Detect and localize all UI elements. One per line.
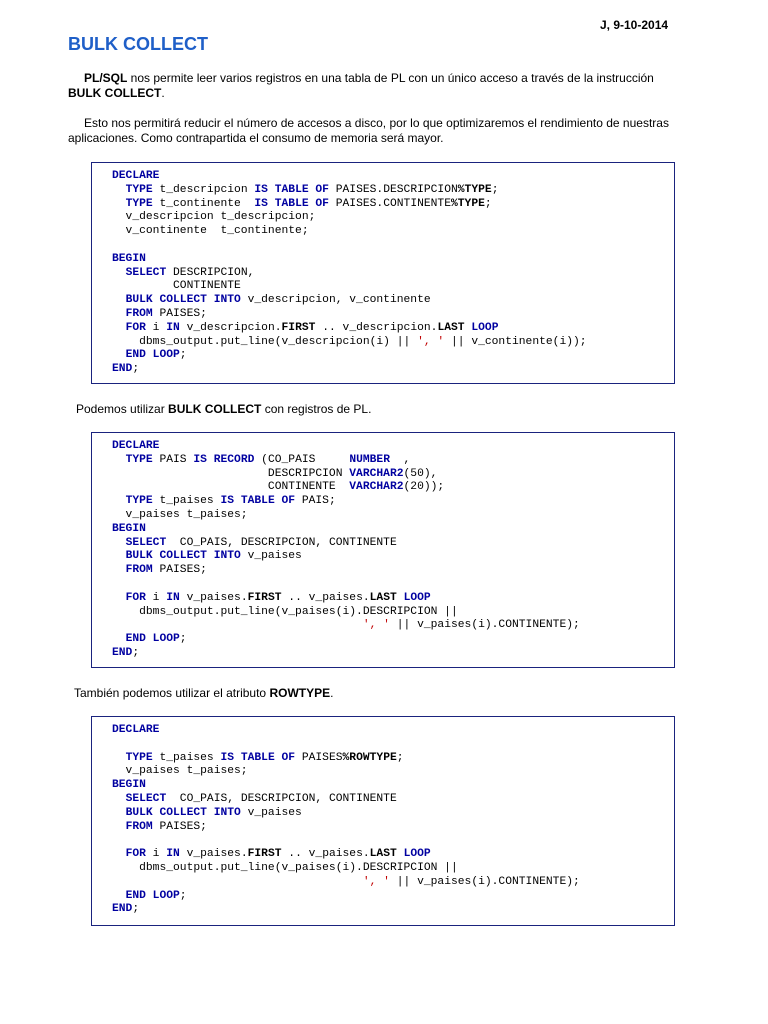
code-keyword: %TYPE — [457, 183, 492, 196]
code-keyword: DECLARE — [112, 440, 160, 452]
code-text: (20)); — [403, 481, 445, 494]
code-text — [112, 619, 363, 631]
code-text: ; — [132, 903, 140, 916]
code-keyword: TYPE — [125, 183, 153, 196]
code-keyword: FIRST — [281, 321, 316, 334]
code-text: dbms_output.put_line(v_paises(i).DESCRIPCION || — [112, 605, 458, 618]
code-keyword: FOR — [125, 848, 146, 861]
code-line — [112, 495, 674, 509]
code-text: dbms_output.put_line(v_paises(i).DESCRIPCION || — [112, 861, 458, 874]
code-keyword: IS TABLE OF — [254, 183, 329, 196]
code-text: v_paises t_paises; — [112, 765, 248, 778]
code-text: i — [145, 848, 167, 861]
code-text: (50), — [403, 467, 438, 480]
code-keyword: FROM — [125, 307, 153, 320]
code-keyword: IS TABLE OF — [220, 495, 296, 508]
code-keyword: TYPE — [125, 197, 153, 210]
code-text: || v_continente(i)); — [444, 335, 587, 348]
code-keyword: LAST — [369, 848, 397, 861]
code-keyword: LOOP — [403, 591, 431, 604]
code-keyword: BULK COLLECT INTO — [125, 550, 241, 563]
code-keyword: %TYPE — [451, 197, 485, 210]
code-line — [112, 647, 674, 661]
code-line — [112, 834, 674, 848]
code-keyword: IS RECORD — [193, 453, 255, 466]
code-line — [112, 363, 674, 377]
code-line — [112, 239, 674, 253]
code-text — [112, 454, 126, 466]
code-text — [112, 592, 126, 604]
code-keyword: END LOOP — [125, 889, 180, 902]
code-line — [112, 848, 674, 862]
code-keyword: FOR — [125, 321, 146, 334]
code-line — [112, 592, 674, 606]
code-text — [397, 848, 404, 860]
code-text: t_descripcion — [152, 183, 255, 196]
code-line — [112, 468, 674, 482]
code-keyword: FOR — [125, 591, 146, 604]
code-keyword: SELECT — [125, 792, 167, 805]
code-line — [112, 619, 674, 633]
code-keyword: SELECT — [125, 266, 167, 279]
code-text: t_paises — [152, 751, 221, 764]
code-text: DESCRIPCION — [112, 467, 350, 480]
code-line — [112, 211, 674, 225]
page-title: BULK COLLECT — [68, 34, 208, 54]
code-line — [112, 876, 674, 890]
code-text — [112, 349, 126, 361]
code-text: ; — [179, 633, 187, 646]
rowtype-paragraph — [74, 686, 694, 701]
code-keyword: BEGIN — [112, 522, 146, 535]
code-text — [112, 564, 126, 576]
code-text — [112, 294, 126, 306]
code-text: CONTINENTE — [112, 280, 241, 293]
code-text — [112, 537, 126, 549]
code-keyword: LOOP — [403, 848, 431, 861]
code-text: ; — [484, 197, 492, 210]
code-line — [112, 903, 674, 917]
code-block-2 — [91, 432, 675, 668]
code-text — [112, 322, 126, 334]
code-text: PAISES.CONTINENTE — [328, 197, 451, 210]
code-text: ; — [132, 646, 140, 659]
code-text — [112, 184, 126, 196]
code-text: v_descripcion t_descripcion; — [112, 211, 316, 224]
code-line — [112, 349, 674, 363]
code-line — [112, 170, 674, 184]
code-keyword: VARCHAR2 — [349, 467, 404, 480]
code-line — [112, 198, 674, 212]
code-keyword: LOOP — [471, 321, 499, 334]
code-line — [112, 606, 674, 620]
term-rowtype: ROWTYPE — [269, 686, 331, 700]
code-text: v_paises — [240, 806, 302, 819]
code-text: PAIS; — [295, 495, 336, 508]
code-text: t_paises — [152, 495, 221, 508]
code-line — [112, 308, 674, 322]
code-text — [112, 308, 126, 320]
code-text: ; — [396, 751, 404, 764]
code-text — [397, 592, 404, 604]
document-date: J, 9-10-2014 — [600, 18, 669, 32]
code-text — [112, 198, 126, 210]
code-line — [112, 294, 674, 308]
code-line — [112, 523, 674, 537]
code-line — [112, 807, 674, 821]
code-text: v_paises. — [179, 848, 248, 861]
code-keyword: BULK COLLECT INTO — [125, 806, 241, 819]
code-text: PAISES; — [152, 307, 207, 320]
code-line — [112, 752, 674, 766]
code-text: .. v_paises. — [281, 591, 370, 604]
code-line — [112, 738, 674, 752]
code-line — [112, 724, 674, 738]
code-text: dbms_output.put_line(v_descripcion(i) || — [112, 335, 418, 348]
rowtype-text-1: También podemos utilizar el atributo — [74, 686, 270, 700]
code-text: || v_paises(i).CONTINENTE); — [389, 619, 580, 632]
code-line — [112, 225, 674, 239]
code-text: ; — [179, 349, 187, 362]
code-line — [112, 267, 674, 281]
code-string: ', ' — [417, 335, 445, 348]
code-keyword: IS TABLE OF — [220, 751, 296, 764]
code-text: i — [145, 591, 167, 604]
code-text — [112, 793, 126, 805]
code-line — [112, 454, 674, 468]
code-block-3 — [91, 716, 675, 926]
code-line — [112, 537, 674, 551]
code-block-1 — [91, 162, 675, 384]
code-text — [112, 807, 126, 819]
code-text: v_continente t_continente; — [112, 225, 309, 238]
code-line — [112, 564, 674, 578]
code-keyword: FIRST — [247, 848, 282, 861]
code-text — [112, 752, 126, 764]
code-line — [112, 793, 674, 807]
term-plsql: PL/SQL — [84, 71, 128, 85]
code-text: v_paises — [240, 550, 302, 563]
code-line — [112, 779, 674, 793]
code-string: ', ' — [362, 619, 390, 632]
code-text: v_paises t_paises; — [112, 508, 248, 521]
code-text — [112, 876, 363, 888]
code-text — [112, 848, 126, 860]
code-text — [112, 267, 126, 279]
code-text: PAISES — [295, 751, 343, 764]
code-text: CO_PAIS, DESCRIPCION, CONTINENTE — [166, 536, 397, 549]
code-text: CO_PAIS, DESCRIPCION, CONTINENTE — [166, 792, 397, 805]
code-line — [112, 765, 674, 779]
term-bulk-collect: BULK COLLECT — [68, 86, 162, 100]
code-keyword: END LOOP — [125, 349, 180, 362]
code-text: ; — [132, 363, 140, 376]
code-line — [112, 821, 674, 835]
code-keyword: IN — [166, 591, 180, 604]
code-line — [112, 440, 674, 454]
code-text: DESCRIPCION, — [166, 266, 255, 279]
records-text-2: con registros de PL. — [261, 402, 372, 416]
records-paragraph — [76, 402, 696, 417]
code-keyword: LAST — [369, 591, 397, 604]
code-line — [112, 578, 674, 592]
code-keyword: IN — [166, 321, 180, 334]
code-keyword: FIRST — [247, 591, 282, 604]
code-keyword: END LOOP — [125, 633, 180, 646]
code-text: PAISES; — [152, 564, 207, 577]
code-line — [112, 280, 674, 294]
code-keyword: %ROWTYPE — [342, 751, 397, 764]
code-keyword: TYPE — [125, 495, 153, 508]
code-text: PAIS — [152, 453, 194, 466]
rowtype-text-2: . — [330, 686, 334, 700]
code-text — [112, 633, 126, 645]
code-line — [112, 336, 674, 350]
code-text: || v_paises(i).CONTINENTE); — [389, 875, 580, 888]
intro-text-1: nos permite leer varios registros en una tabla de PL con un único acceso a través de la instrucción — [127, 71, 654, 85]
code-keyword: BEGIN — [112, 252, 146, 265]
code-keyword: FROM — [125, 820, 153, 833]
code-line — [112, 633, 674, 647]
code-text — [112, 890, 126, 902]
records-text-1: Podemos utilizar — [76, 402, 169, 416]
code-text: CONTINENTE — [112, 481, 350, 494]
code-keyword: VARCHAR2 — [349, 481, 404, 494]
code-line — [112, 550, 674, 564]
code-text: v_descripcion. — [179, 321, 282, 334]
code-keyword: IN — [166, 848, 180, 861]
code-text: v_descripcion, v_continente — [240, 294, 431, 307]
code-text — [112, 821, 126, 833]
code-keyword: BEGIN — [112, 779, 146, 792]
code-keyword: DECLARE — [112, 170, 160, 182]
code-text: (CO_PAIS — [254, 453, 350, 466]
code-line — [112, 253, 674, 267]
code-keyword: DECLARE — [112, 724, 160, 736]
code-keyword: END — [112, 363, 133, 376]
code-text: PAISES.DESCRIPCION — [328, 183, 458, 196]
code-text: i — [145, 321, 167, 334]
code-keyword: IS TABLE OF — [254, 197, 329, 210]
code-keyword: TYPE — [125, 453, 153, 466]
code-text: , — [390, 453, 411, 466]
code-text: t_continente — [152, 197, 255, 210]
code-keyword: END — [112, 903, 133, 916]
code-line — [112, 509, 674, 523]
code-text: v_paises. — [179, 591, 248, 604]
code-line — [112, 481, 674, 495]
code-line — [112, 184, 674, 198]
code-text — [112, 550, 126, 562]
code-text: ; — [491, 183, 499, 196]
code-line — [112, 322, 674, 336]
code-keyword: END — [112, 646, 133, 659]
code-keyword: BULK COLLECT INTO — [125, 294, 241, 307]
intro-text-2: . — [161, 86, 165, 100]
code-keyword: TYPE — [125, 751, 153, 764]
code-line — [112, 890, 674, 904]
code-text: .. v_paises. — [281, 848, 370, 861]
term-bulk-collect: BULK COLLECT — [168, 402, 262, 416]
code-keyword: FROM — [125, 564, 153, 577]
code-text: .. v_descripcion. — [315, 321, 438, 334]
code-text: PAISES; — [152, 820, 207, 833]
code-keyword: NUMBER — [349, 453, 390, 466]
code-string: ', ' — [362, 875, 390, 888]
intro-paragraph — [68, 71, 688, 101]
code-text: ; — [179, 889, 187, 902]
code-line — [112, 862, 674, 876]
code-keyword: SELECT — [125, 536, 167, 549]
code-keyword: LAST — [437, 321, 465, 334]
benefit-paragraph: Esto nos permitirá reducir el número de accesos a disco, por lo que optimizaremos el rendimiento de nuestras aplicaciones. Como contrapartida el consumo de memoria será mayor. — [68, 116, 669, 145]
code-text — [112, 495, 126, 507]
